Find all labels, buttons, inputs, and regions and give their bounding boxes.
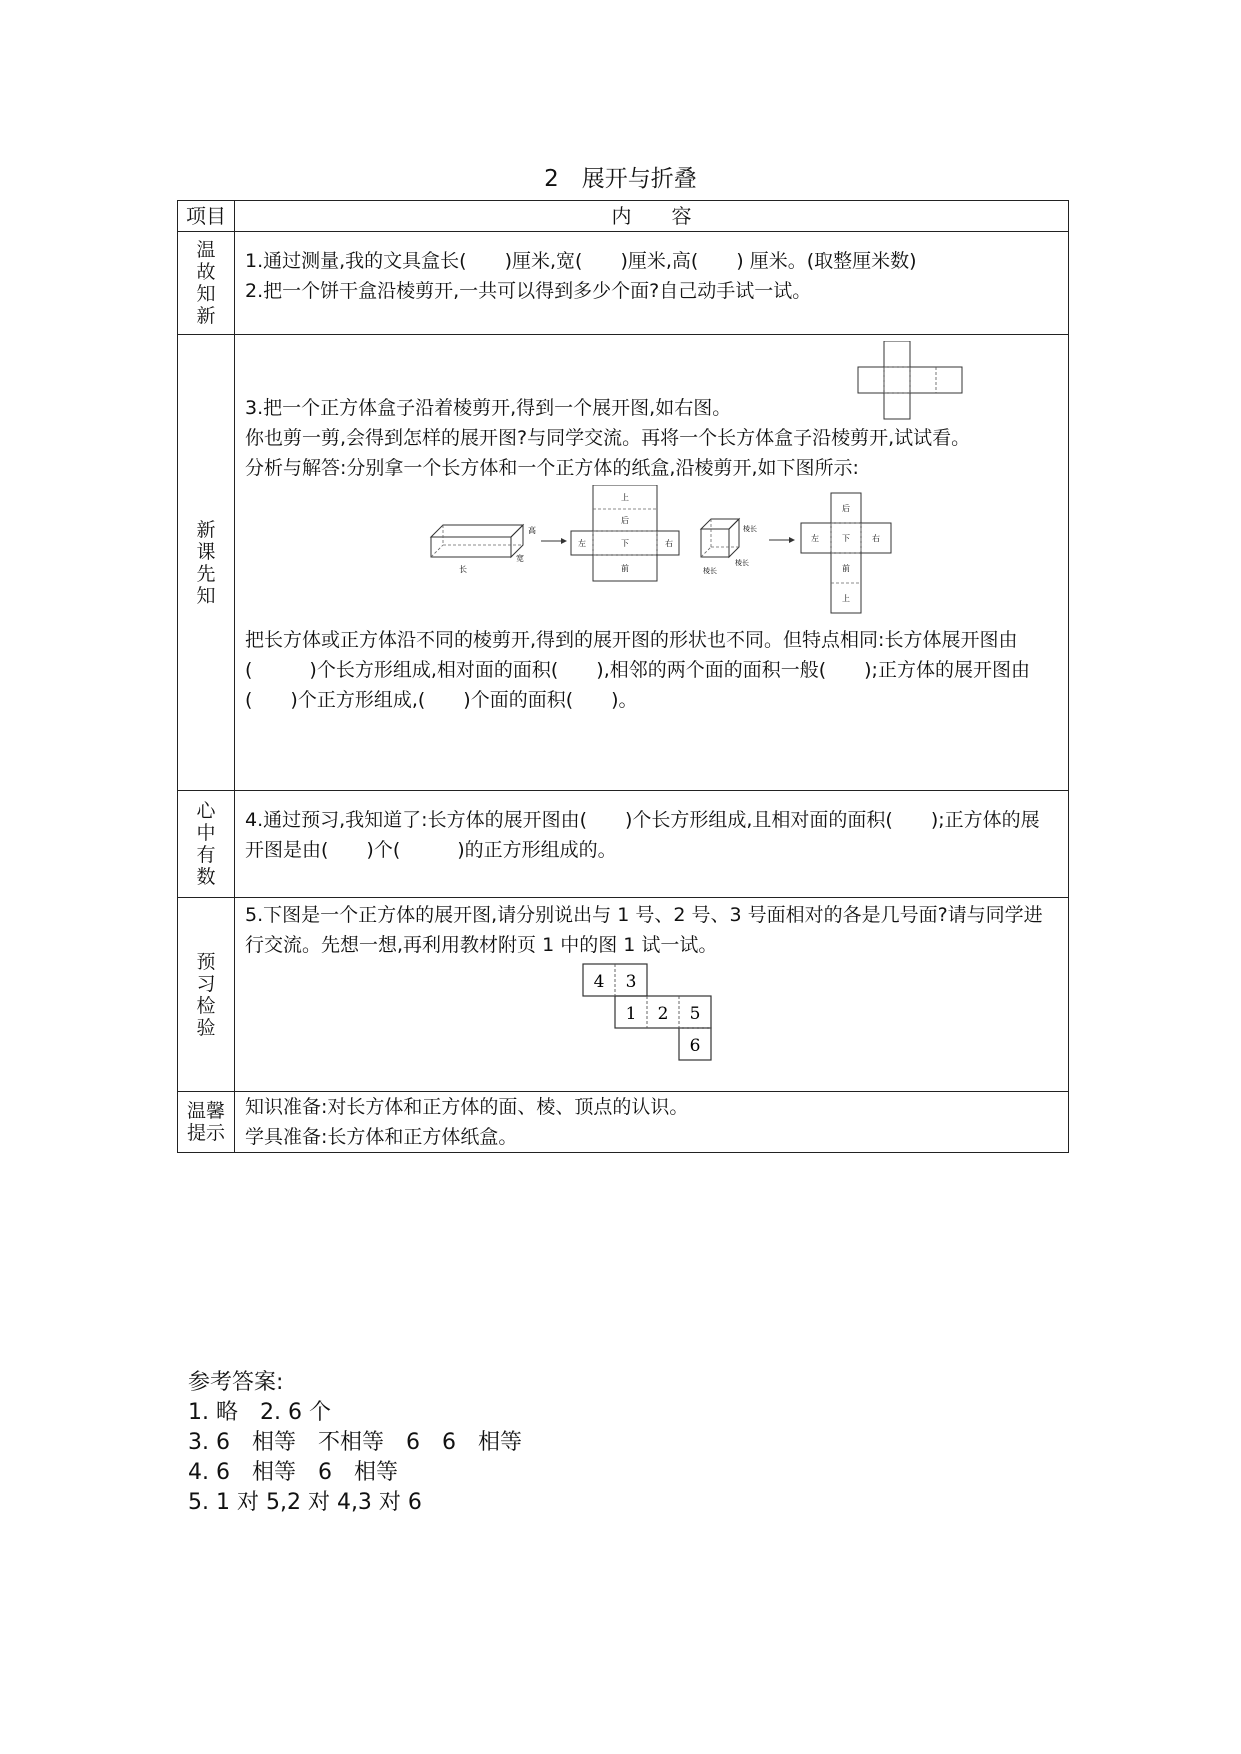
unfolding-figure: [245, 485, 1105, 625]
net-face-1: 1: [625, 1004, 637, 1024]
cube-net-bottom-label: 下: [842, 534, 850, 543]
table-row: [178, 232, 1069, 335]
net-face-4: 4: [593, 972, 605, 992]
net-face-5: 5: [689, 1004, 701, 1024]
net-face-3: 3: [625, 972, 637, 992]
conclusion-text: 把长方体或正方体沿不同的棱剪开,得到的展开图的形状也不同。但特点相同:长方体展开图由( )个长方形组成,相对面的面积( ),相邻的两个面的面积一般( );正方体的展开图由( )个正方形组成,( )个面的面积( )。: [245, 629, 1030, 711]
row-label: 预习检验: [196, 950, 216, 1039]
analysis-text: 分析与解答:分别拿一个长方体和一个正方体的纸盒,沿棱剪开,如下图所示:: [245, 457, 859, 479]
question-1: 1.通过测量,我的文具盒长( )厘米,宽( )厘米,高( ) 厘米。(取整厘米数): [245, 250, 917, 272]
question-5: 5.下图是一个正方体的展开图,请分别说出与 1 号、2 号、3 号面相对的各是几号面?请与同学进行交流。先想一想,再利用教材附页 1 中的图 1 试一试。: [245, 904, 1043, 956]
cuboid-length-label: 长: [459, 565, 467, 574]
cube-edge-label-3: 棱长: [703, 567, 717, 575]
net-back-label: 后: [621, 516, 629, 525]
answer-line-4: 5. 1 对 5,2 对 4,3 对 6: [188, 1490, 422, 1515]
cuboid-width-label: 宽: [516, 554, 524, 563]
net-front-label: 前: [621, 564, 629, 573]
question-2: 2.把一个饼干盒沿棱剪开,一共可以得到多少个面?自己动手试一试。: [245, 280, 812, 302]
table-row: [178, 335, 1069, 791]
net-face-6: 6: [689, 1036, 701, 1056]
answer-line-3: 4. 6 相等 6 相等: [188, 1460, 398, 1485]
cube-net-top-label: 上: [842, 594, 850, 603]
cube-net-right-label: 右: [872, 534, 880, 543]
cube-edge-label-1: 棱长: [743, 525, 757, 533]
answer-line-2: 3. 6 相等 不相等 6 6 相等: [188, 1430, 522, 1455]
net-right-label: 右: [665, 539, 673, 548]
knowledge-prep: 知识准备:对长方体和正方体的面、棱、顶点的认识。: [245, 1096, 689, 1118]
table-row: [178, 1092, 1069, 1153]
cube-net-back-label: 后: [842, 504, 850, 513]
cuboid-height-label: 高: [528, 526, 536, 535]
table-row: [178, 791, 1069, 898]
row-label: 新课先知: [196, 518, 216, 607]
preview-table: [177, 200, 1069, 1153]
question-3-followup: 你也剪一剪,会得到怎样的展开图?与同学交流。再将一个长方体盒子沿棱剪开,试试看。: [245, 427, 971, 449]
row-label: 心中有数: [196, 800, 216, 888]
materials-prep: 学具准备:长方体和正方体纸盒。: [245, 1126, 518, 1148]
row-label: 温故知新: [196, 239, 216, 327]
table-row: [178, 898, 1069, 1092]
answers-heading: 参考答案:: [188, 1370, 284, 1395]
net-left-label: 左: [578, 539, 586, 548]
numbered-cube-net: [581, 962, 721, 1062]
question-4: 4.通过预习,我知道了:长方体的展开图由( )个长方形组成,且相对面的面积( );正方体的展开图是由( )个( )的正方形组成的。: [245, 809, 1040, 861]
cube-net-left-label: 左: [811, 534, 819, 543]
header-content: 内 容: [235, 201, 1069, 232]
net-bottom-label: 下: [621, 539, 629, 548]
table-header-row: [178, 201, 1069, 232]
cube-net-diagram: [855, 341, 965, 421]
net-top-label: 上: [621, 493, 629, 502]
header-item: 项目: [178, 201, 235, 232]
answer-line-1: 1. 略 2. 6 个: [188, 1400, 331, 1425]
row-label: 温馨提示: [186, 1100, 225, 1144]
answer-section: [188, 1368, 522, 1518]
cube-edge-label-2: 棱长: [735, 559, 749, 567]
net-face-2: 2: [657, 1004, 669, 1024]
question-3: 3.把一个正方体盒子沿着棱剪开,得到一个展开图,如右图。: [245, 397, 732, 419]
cube-net-front-label: 前: [842, 564, 850, 573]
page-title: 2 展开与折叠: [544, 166, 697, 192]
